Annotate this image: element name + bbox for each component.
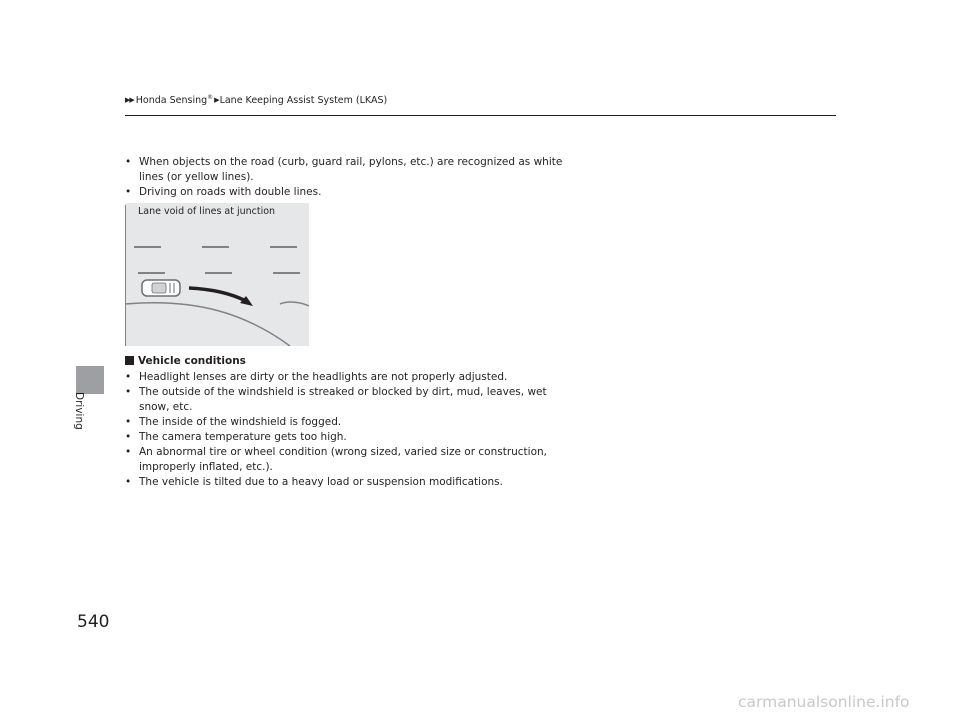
list-item: • The vehicle is tilted due to a heavy load or suspension modifications. <box>125 476 503 488</box>
side-section-label: Driving <box>73 392 85 430</box>
breadcrumb <box>125 94 387 106</box>
bullet-icon: • <box>125 371 132 383</box>
list-item: • An abnormal tire or wheel condition (wrong sized, varied size or construction, improperly inflated, etc.). <box>125 446 548 473</box>
bullet-icon: • <box>125 476 132 488</box>
car-icon <box>142 280 180 296</box>
breadcrumb-item-honda-sensing[interactable]: Honda Sensing <box>135 95 208 107</box>
bullet-icon: • <box>125 431 132 443</box>
top-bullet-block <box>125 155 565 200</box>
list-item: • When objects on the road (curb, guard rail, pylons, etc.) are recognized as white lines (or yellow lines). <box>125 156 563 183</box>
page-number: 540 <box>77 612 110 632</box>
square-bullet-icon <box>125 356 134 365</box>
bullet-icon: • <box>125 156 132 168</box>
list-item: • The outside of the windshield is streaked or blocked by dirt, mud, leaves, wet snow, etc. <box>125 386 547 413</box>
double-arrow-icon: ▶▶ <box>125 96 134 105</box>
list-item: • The camera temperature gets too high. <box>125 431 347 443</box>
road-diagram-image <box>125 203 309 346</box>
list-item: • Driving on roads with double lines. <box>125 186 322 198</box>
section-heading: Vehicle conditions <box>125 355 246 367</box>
list-item: • The inside of the windshield is fogged. <box>125 416 342 428</box>
vehicle-conditions-block <box>125 370 565 490</box>
bullet-icon: • <box>125 416 132 428</box>
road-surface <box>125 203 309 346</box>
breadcrumb-item-lkas[interactable]: Lane Keeping Assist System (LKAS) <box>219 95 388 107</box>
bullet-icon: • <box>125 386 132 398</box>
side-tab-marker <box>76 366 104 394</box>
vehicle-conditions-list <box>125 370 565 490</box>
bullet-icon: • <box>125 186 132 198</box>
top-bullet-list <box>125 155 565 200</box>
illustration-caption: Lane void of lines at junction <box>138 206 276 217</box>
arrow-icon: ▶ <box>214 96 219 105</box>
list-item: • Headlight lenses are dirty or the headlights are not properly adjusted. <box>125 371 508 383</box>
site-watermark[interactable]: carmanualsonline.info <box>738 693 910 711</box>
header-divider <box>125 115 836 116</box>
bullet-icon: • <box>125 446 132 458</box>
registered-mark: ® <box>207 94 214 101</box>
lane-junction-illustration <box>125 203 309 346</box>
